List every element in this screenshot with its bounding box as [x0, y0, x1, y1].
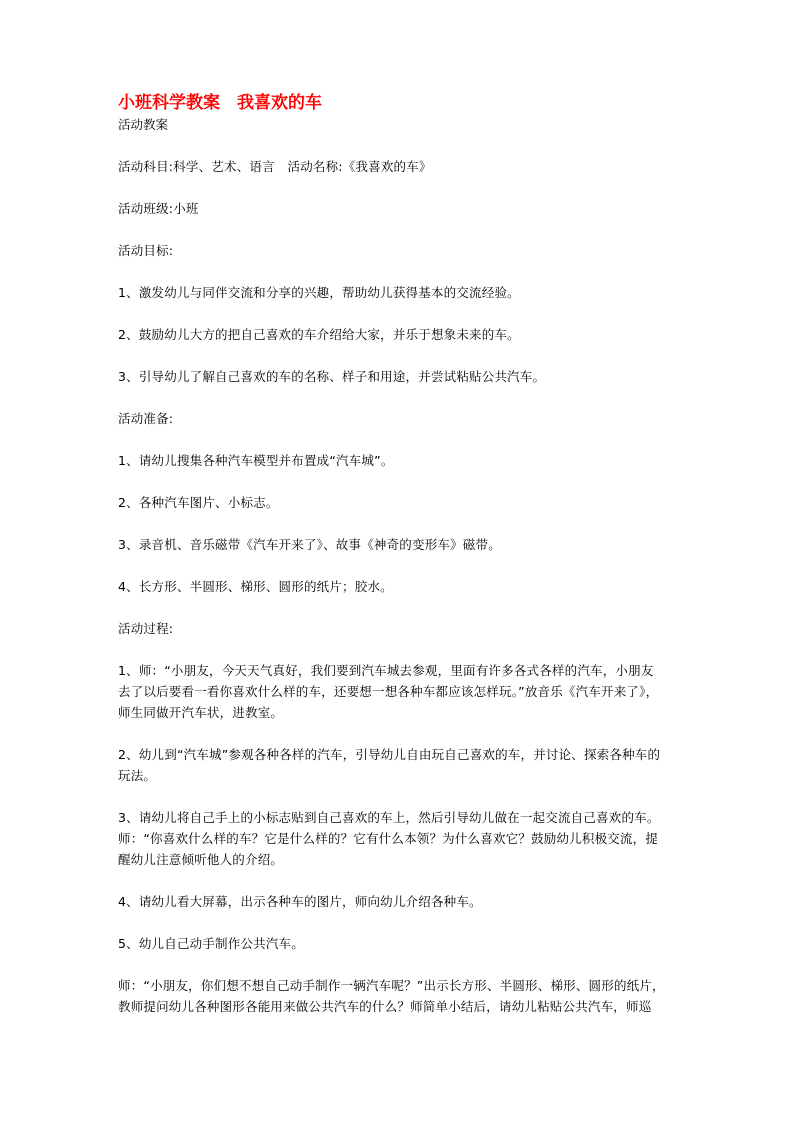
activity-subject-line: 活动科目:科学、艺术、语言 活动名称:《我喜欢的车》: [118, 159, 432, 174]
activity-class-line: 活动班级:小班: [118, 201, 199, 216]
prep-item-1: 1、请幼儿搜集各种汽车模型并布置成“汽车城”。: [118, 453, 394, 468]
process-step-1: 1、师：“小朋友，今天天气真好，我们要到汽车城去参观，里面有许多各式各样的汽车，小朋友去了以后要看一看你喜欢什么样的车，还要想一想各种车都应该怎样玩。”放音乐《汽车开来了》，师生同做开汽车状，进教室。: [118, 663, 659, 720]
document-page: [118, 92, 666, 1038]
goal-item-2: 2、鼓励幼儿大方的把自己喜欢的车介绍给大家，并乐于想象未来的车。: [118, 327, 520, 342]
section-heading-goals: 活动目标:: [118, 243, 174, 258]
prep-item-3: 3、录音机、音乐磁带《汽车开来了》、故事《神奇的变形车》磁带。: [118, 537, 501, 552]
process-step-2: 2、幼儿到“汽车城”参观各种各样的汽车，引导幼儿自由玩自己喜欢的车，并讨论、探索各种车的玩法。: [118, 747, 661, 783]
goal-item-1: 1、激发幼儿与同伴交流和分享的兴趣，帮助幼儿获得基本的交流经验。: [118, 285, 520, 300]
goal-item-3: 3、引导幼儿了解自己喜欢的车的名称、样子和用途，并尝试粘贴公共汽车。: [118, 369, 546, 384]
process-step-4: 4、请幼儿看大屏幕，出示各种车的图片，师向幼儿介绍各种车。: [118, 894, 482, 909]
process-step-3: 3、请幼儿将自己手上的小标志贴到自己喜欢的车上，然后引导幼儿做在一起交流自己喜欢的车。师：“你喜欢什么样的车？它是什么样的？它有什么本领？为什么喜欢它？鼓励幼儿积极交流，提醒幼儿注意倾听他人的介绍。: [118, 810, 660, 867]
document-title: 小班科学教案 我喜欢的车: [118, 93, 322, 113]
process-step-5: 5、幼儿自己动手制作公共汽车。: [118, 936, 304, 951]
section-heading-process: 活动过程:: [118, 621, 174, 636]
process-step-5-detail: 师：“小朋友，你们想不想自己动手制作一辆汽车呢？”出示长方形、半圆形、梯形、圆形的纸片，教师提问幼儿各种图形各能用来做公共汽车的什么？师简单小结后，请幼儿粘贴公共汽车，师巡: [118, 978, 665, 1014]
prep-item-2: 2、各种汽车图片、小标志。: [118, 495, 279, 510]
section-heading-preparation: 活动准备:: [118, 411, 174, 426]
prep-item-4: 4、长方形、半圆形、梯形、圆形的纸片；胶水。: [118, 579, 393, 594]
document-subtitle: 活动教案: [118, 117, 169, 132]
